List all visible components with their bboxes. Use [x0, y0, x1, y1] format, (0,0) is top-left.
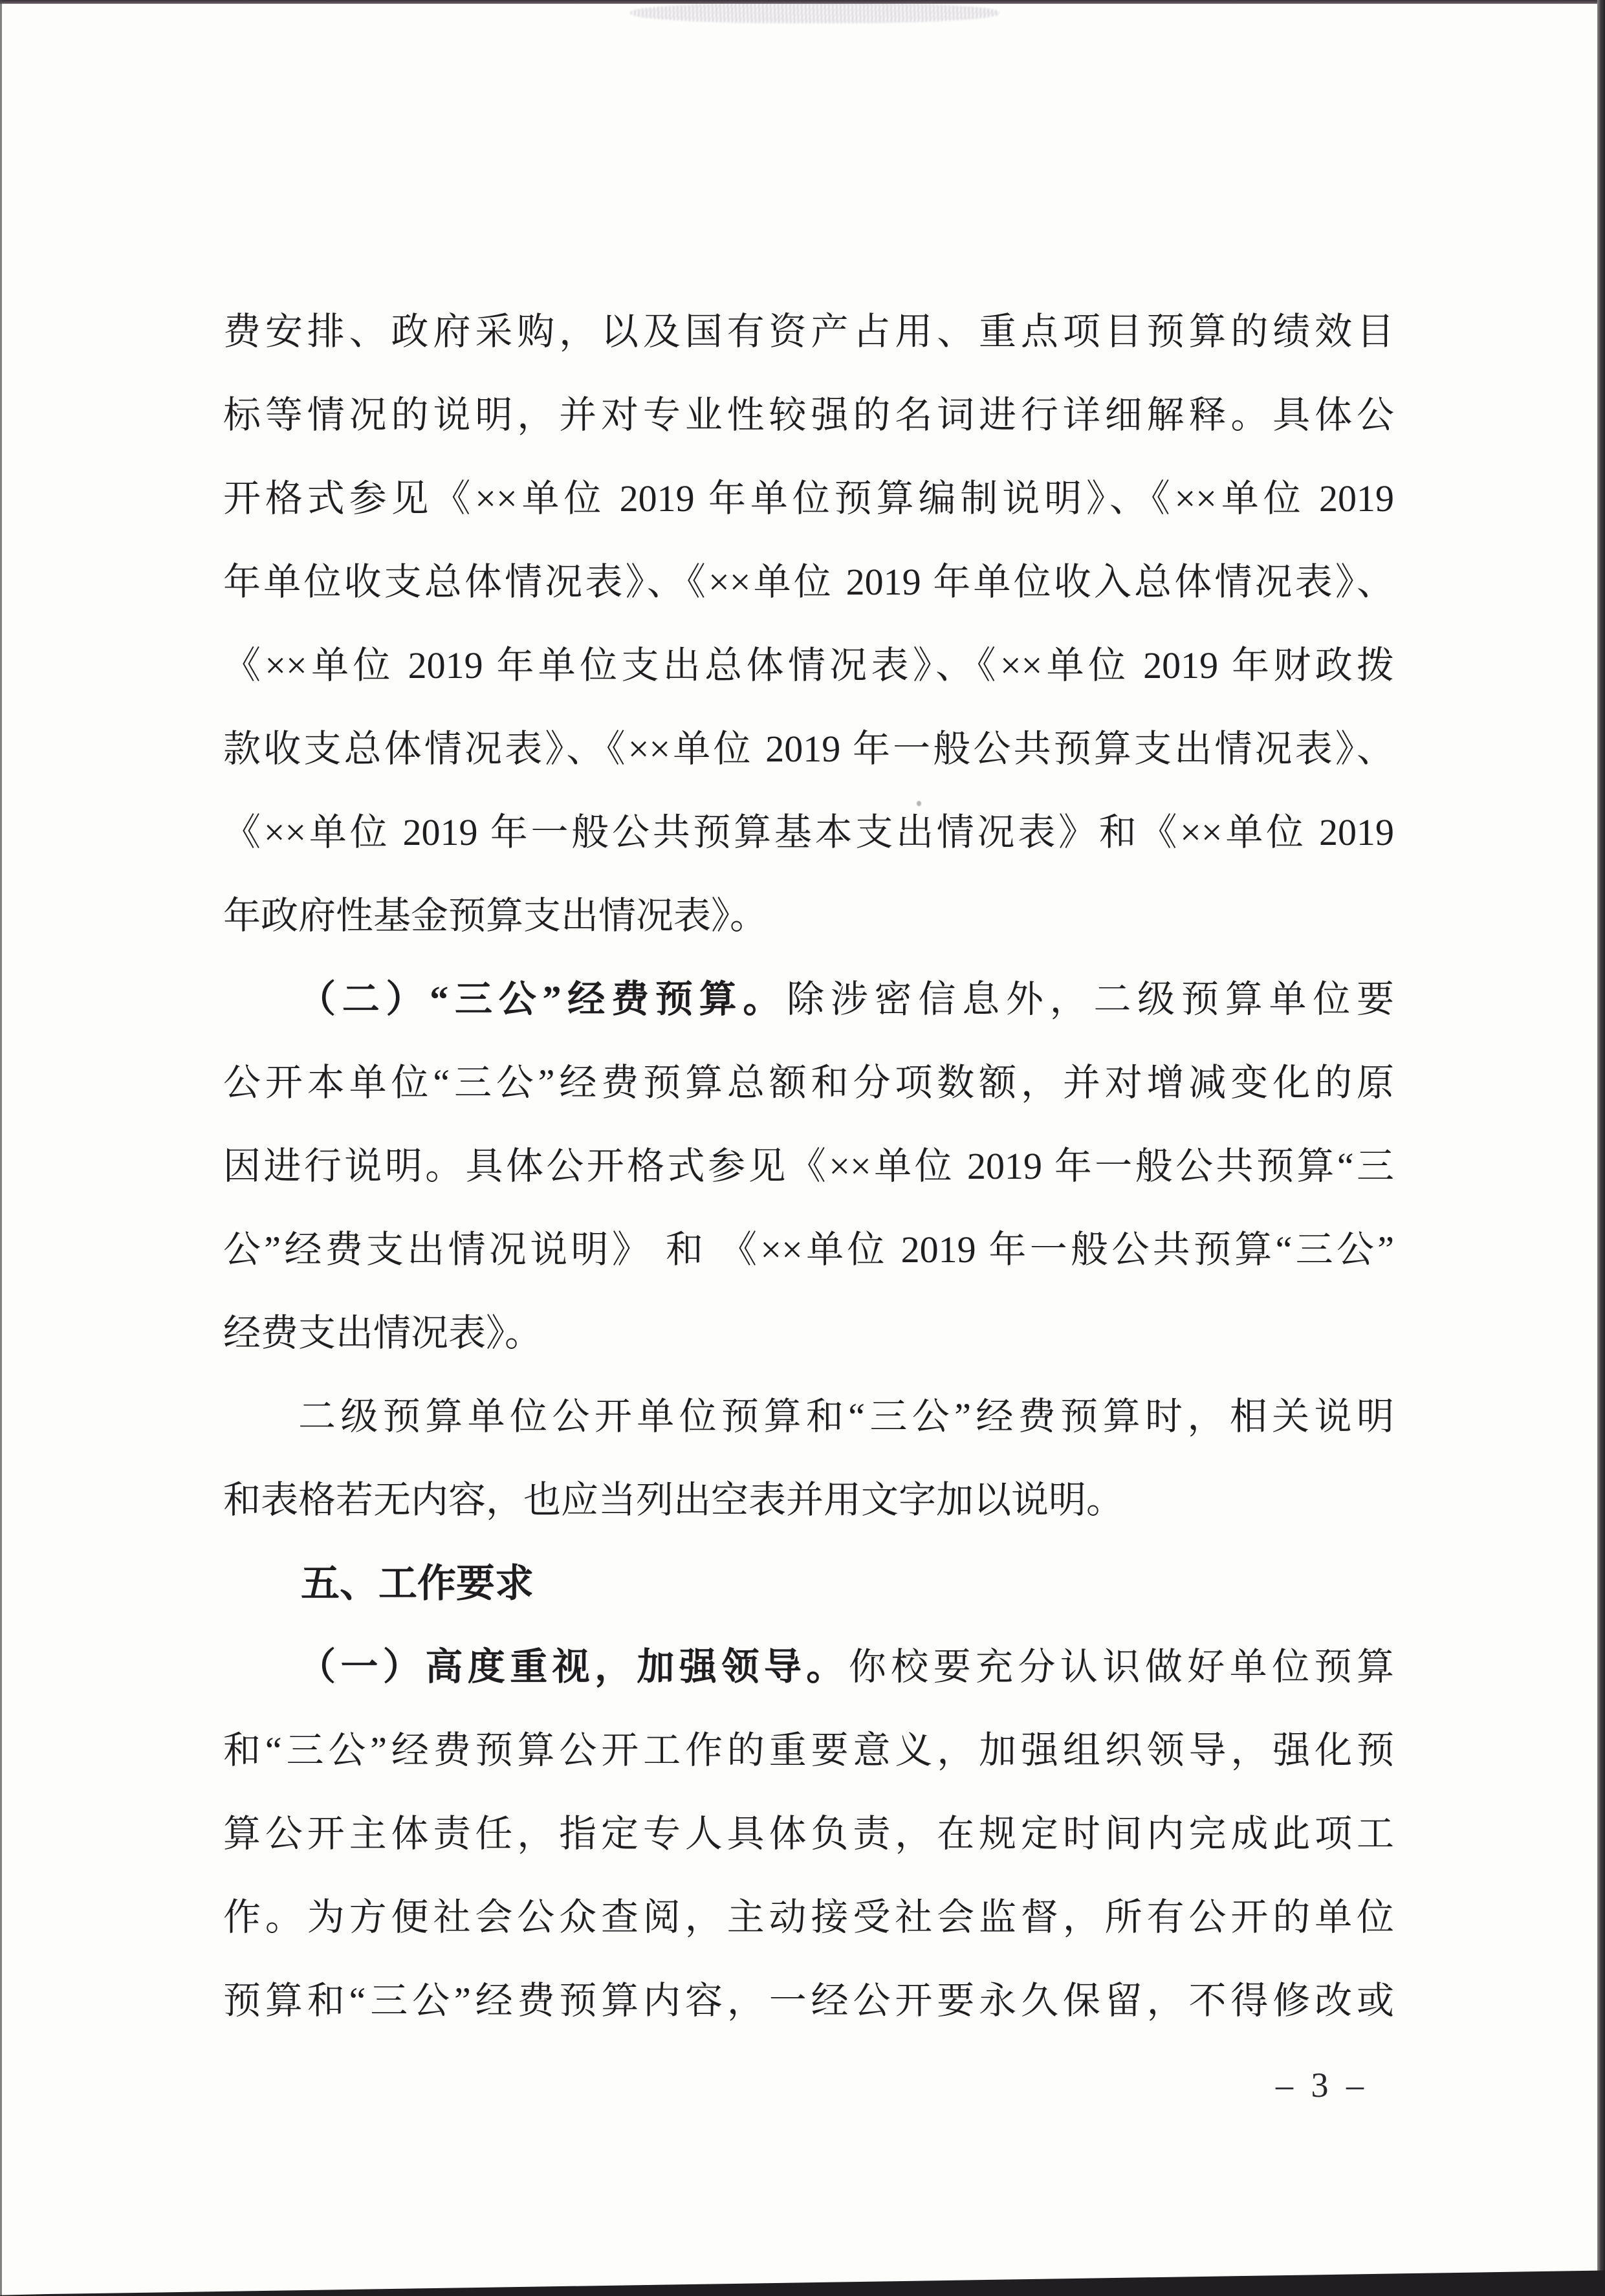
text-line — [223, 373, 1394, 457]
line-text: 除涉密信息外，二级预算单位要 — [787, 978, 1394, 1020]
line-text: 经费支出情况表》。 — [223, 1312, 543, 1354]
text-line — [223, 1208, 1394, 1291]
bold-lead-text: （一）高度重视，加强领导。 — [298, 1646, 849, 1688]
line-text: 年政府性基金预算支出情况表》。 — [223, 895, 768, 937]
text-line — [223, 1124, 1394, 1208]
text-line — [223, 874, 1394, 957]
line-text: 费安排、政府采购，以及国有资产占用、重点项目预算的绩效目 — [223, 311, 1394, 353]
document-body — [223, 290, 1394, 2042]
section-heading-work-requirements — [223, 1542, 1394, 1625]
text-line — [223, 1792, 1394, 1875]
paragraph-start-line — [223, 957, 1394, 1041]
line-text: 公开本单位“三公”经费预算总额和分项数额，并对增减变化的原 — [223, 1062, 1394, 1104]
line-text: 标等情况的说明，并对专业性较强的名词进行详细解释。具体公 — [223, 394, 1394, 436]
line-text: 二级预算单位公开单位预算和“三公”经费预算时，相关说明 — [298, 1395, 1394, 1438]
scan-edge-bottom — [0, 2269, 1605, 2296]
text-line — [223, 540, 1394, 624]
line-text: 因进行说明。具体公开格式参见《××单位 2019 年一般公共预算“三 — [223, 1145, 1394, 1187]
text-line — [223, 1041, 1394, 1124]
scan-edge-left — [0, 0, 2, 2296]
heading-text: 五、工作要求 — [301, 1562, 534, 1605]
bold-lead-text: （二）“三公”经费预算。 — [298, 978, 787, 1020]
line-text: 《××单位 2019 年单位支出总体情况表》、《××单位 2019 年财政拨 — [223, 644, 1394, 686]
line-text: 算公开主体责任，指定专人具体负责，在规定时间内完成此项工 — [223, 1813, 1394, 1855]
text-line — [223, 1291, 1394, 1375]
text-line — [223, 457, 1394, 540]
text-line — [223, 1709, 1394, 1792]
text-line — [223, 1458, 1394, 1542]
line-text: 作。为方便社会公众查阅，主动接受社会监督，所有公开的单位 — [223, 1896, 1394, 1938]
text-line — [223, 1875, 1394, 1959]
paragraph-start-line — [223, 1625, 1394, 1709]
text-line — [223, 624, 1394, 707]
page-number: – 3 – — [1276, 2066, 1368, 2105]
line-text: 公”经费支出情况说明》 和 《××单位 2019 年一般公共预算“三公” — [223, 1229, 1394, 1271]
paragraph-start-line — [223, 1375, 1394, 1458]
scan-smudge-artifact — [631, 3, 999, 23]
line-text: 开格式参见《××单位 2019 年单位预算编制说明》、《××单位 2019 — [223, 477, 1394, 519]
line-text: 年单位收支总体情况表》、《××单位 2019 年单位收入总体情况表》、 — [223, 561, 1394, 603]
line-text: 预算和“三公”经费预算内容，一经公开要永久保留，不得修改或 — [223, 1980, 1394, 2022]
line-text: 和表格若无内容，也应当列出空表并用文字加以说明。 — [223, 1479, 1124, 1521]
text-line — [223, 290, 1394, 373]
line-text: 《××单位 2019 年一般公共预算基本支出情况表》和《××单位 2019 — [223, 811, 1394, 853]
line-text: 和“三公”经费预算公开工作的重要意义，加强组织领导，强化预 — [223, 1729, 1394, 1771]
line-text: 款收支总体情况表》、《××单位 2019 年一般公共预算支出情况表》、 — [223, 728, 1394, 770]
line-text: 你校要充分认识做好单位预算 — [848, 1646, 1394, 1688]
scan-edge-right — [1597, 0, 1605, 2296]
text-line — [223, 707, 1394, 791]
text-line — [223, 1959, 1394, 2042]
text-line — [223, 791, 1394, 874]
